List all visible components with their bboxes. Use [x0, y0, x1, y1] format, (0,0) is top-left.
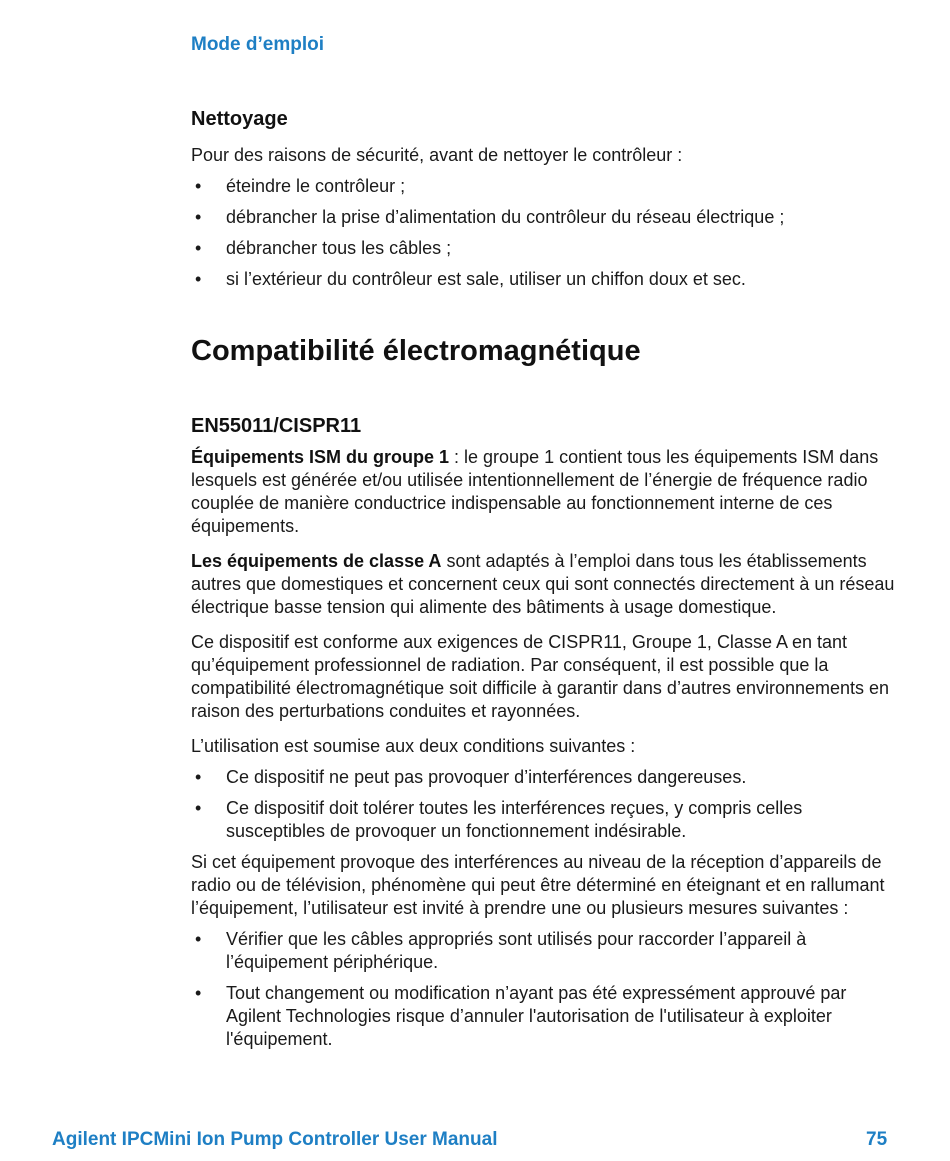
subsection-heading-en55011: EN55011/CISPR11: [191, 415, 362, 437]
list-item: [191, 268, 903, 291]
paragraph-cispr11-compliance: Ce dispositif est conforme aux exigences de CISPR11, Groupe 1, Classe A en tant qu’équipement professionnel de radiation. Par conséquent, il est possible que la compatibilité électromagnétique soit difficile à garantir dans d’autres environnements en raison des perturbations conduites et rayonnées.: [191, 632, 890, 721]
footer-page-number: 75: [866, 1129, 888, 1150]
bullet-icon: •: [195, 767, 202, 787]
list-item: [191, 928, 903, 974]
list-item-text: si l’extérieur du contrôleur est sale, utiliser un chiffon doux et sec.: [226, 269, 746, 289]
conditions-list: [191, 766, 903, 843]
list-item: [191, 237, 903, 260]
header-title: Mode d’emploi: [191, 34, 324, 55]
list-item-text: Ce dispositif ne peut pas provoquer d’interférences dangereuses.: [226, 767, 747, 787]
list-item-text: débrancher la prise d’alimentation du contrôleur du réseau électrique ;: [226, 207, 785, 227]
paragraph-class-a: [191, 550, 903, 619]
measures-list: [191, 928, 903, 1051]
bold-term-class-a: Les équipements de classe A: [191, 551, 442, 571]
section-heading-emc: Compatibilité électromagnétique: [191, 335, 641, 367]
paragraph-text: sont adaptés à l’emploi dans tous les établissements autres que domestiques et concernent ceux qui sont connectés directement à un réseau électrique basse tension qui alimente des bâtiments à usage domestique.: [191, 551, 895, 617]
bold-term-ism: Équipements ISM du groupe 1: [191, 447, 450, 467]
footer-manual-title: Agilent IPCMini Ion Pump Controller User Manual: [52, 1129, 498, 1150]
list-item-text: Ce dispositif doit tolérer toutes les interférences reçues, y compris celles susceptibles de provoquer un fonctionnement indésirable.: [226, 798, 803, 841]
bullet-icon: •: [195, 798, 202, 818]
list-item: [191, 797, 903, 843]
bullet-icon: •: [195, 269, 202, 289]
paragraph-text: : le groupe 1 contient tous les équipements ISM dans lesquels est générée et/ou utilisée intentionnellement de l’énergie de fréquence radio couplée de manière conductrice indispensable au fonctionnement interne de ces équipements.: [191, 447, 879, 536]
list-item-text: éteindre le contrôleur ;: [226, 176, 406, 196]
bullet-icon: •: [195, 207, 202, 227]
list-item-text: débrancher tous les câbles ;: [226, 238, 452, 258]
list-item: [191, 175, 903, 198]
cleaning-list: [191, 175, 903, 291]
list-item: [191, 206, 903, 229]
list-item-text: Vérifier que les câbles appropriés sont utilisés pour raccorder l’appareil à l’équipement périphérique.: [226, 929, 807, 972]
cleaning-intro: Pour des raisons de sécurité, avant de nettoyer le contrôleur :: [191, 145, 683, 165]
list-item: [191, 982, 903, 1051]
bullet-icon: •: [195, 983, 202, 1003]
bullet-icon: •: [195, 929, 202, 949]
paragraph-interference-measures: Si cet équipement provoque des interférences au niveau de la réception d’appareils de radio ou de télévision, phénomène qui peut être déterminé en éteignant et en rallumant l’équipement, l’utilisateur est invité à prendre une ou plusieurs mesures suivantes :: [191, 852, 885, 918]
paragraph-conditions-intro: L’utilisation est soumise aux deux conditions suivantes :: [191, 736, 636, 756]
bullet-icon: •: [195, 176, 202, 196]
section-heading-cleaning: Nettoyage: [191, 108, 288, 130]
bullet-icon: •: [195, 238, 202, 258]
page-content: [191, 106, 903, 1059]
paragraph-ism-group: [191, 446, 903, 538]
list-item-text: Tout changement ou modification n’ayant pas été expressément approuvé par Agilent Technologies risque d’annuler l'autorisation de l'utilisateur à exploiter l'équipement.: [226, 983, 847, 1049]
list-item: [191, 766, 903, 789]
